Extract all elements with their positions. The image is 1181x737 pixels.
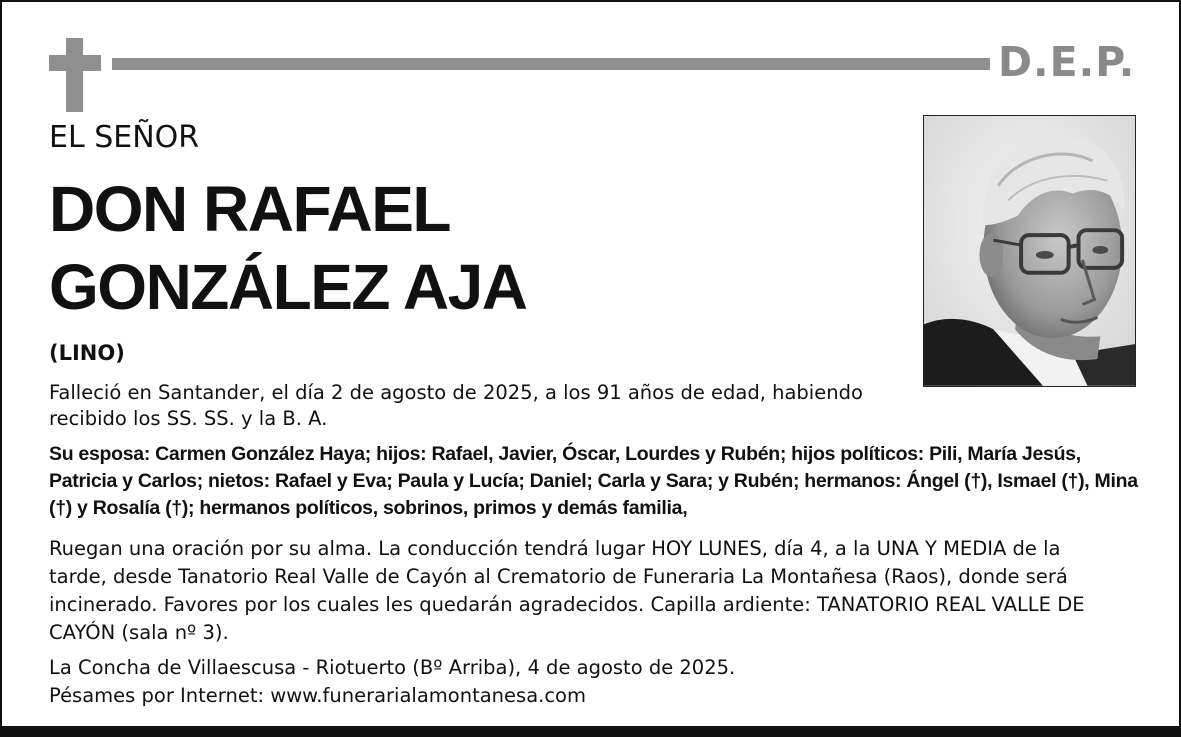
place-date-text: La Concha de Villaescusa - Riotuerto (Bº Arriba), 4 de agosto de 2025.	[49, 656, 736, 679]
name-line-1: DON RAFAEL	[49, 173, 450, 245]
name-line-2: GONZÁLEZ AJA	[49, 251, 527, 323]
deceased-name	[49, 170, 526, 326]
nickname: (LINO)	[49, 341, 125, 365]
portrait-photo	[923, 115, 1136, 387]
closing-block	[49, 654, 1109, 710]
bottom-border	[2, 726, 1179, 735]
cross-icon	[49, 38, 101, 112]
ceremony-text: Ruegan una oración por su alma. La conducción tendrá lugar HOY LUNES, día 4, a la UNA Y MEDIA de la tarde, desde Tanatorio Real Valle de Cayón al Crematorio de Funeraria La Montañesa (Raos), donde será incinerado. Favores por los cuales les quedarán agradecidos. Capilla ardiente: TANATORIO REAL VALLE DE CAYÓN (sala nº 3).	[49, 537, 1085, 644]
header-rule	[112, 58, 990, 70]
dep-label: D.E.P.	[998, 38, 1136, 86]
honorific: EL SEÑOR	[49, 120, 200, 155]
condolences-text: Pésames por Internet: www.funerarialamontanesa.com	[49, 684, 586, 707]
family-list-text: Su esposa: Carmen González Haya; hijos: Rafael, Javier, Óscar, Lourdes y Rubén; hijos políticos: Pili, María Jesús, Patricia y Carlos; nietos: Rafael y Eva; Paula y Lucía; Daniel; Carla y Sara; y Rubén; hermanos: Ángel (†), Ismael (†), Mina (†) y Rosalía (†); hermanos políticos, sobrinos, primos y demás familia,	[49, 443, 1138, 519]
death-notice-text: Falleció en Santander, el día 2 de agosto de 2025, a los 91 años de edad, habiendo recibido los SS. SS. y la B. A.	[49, 381, 863, 430]
